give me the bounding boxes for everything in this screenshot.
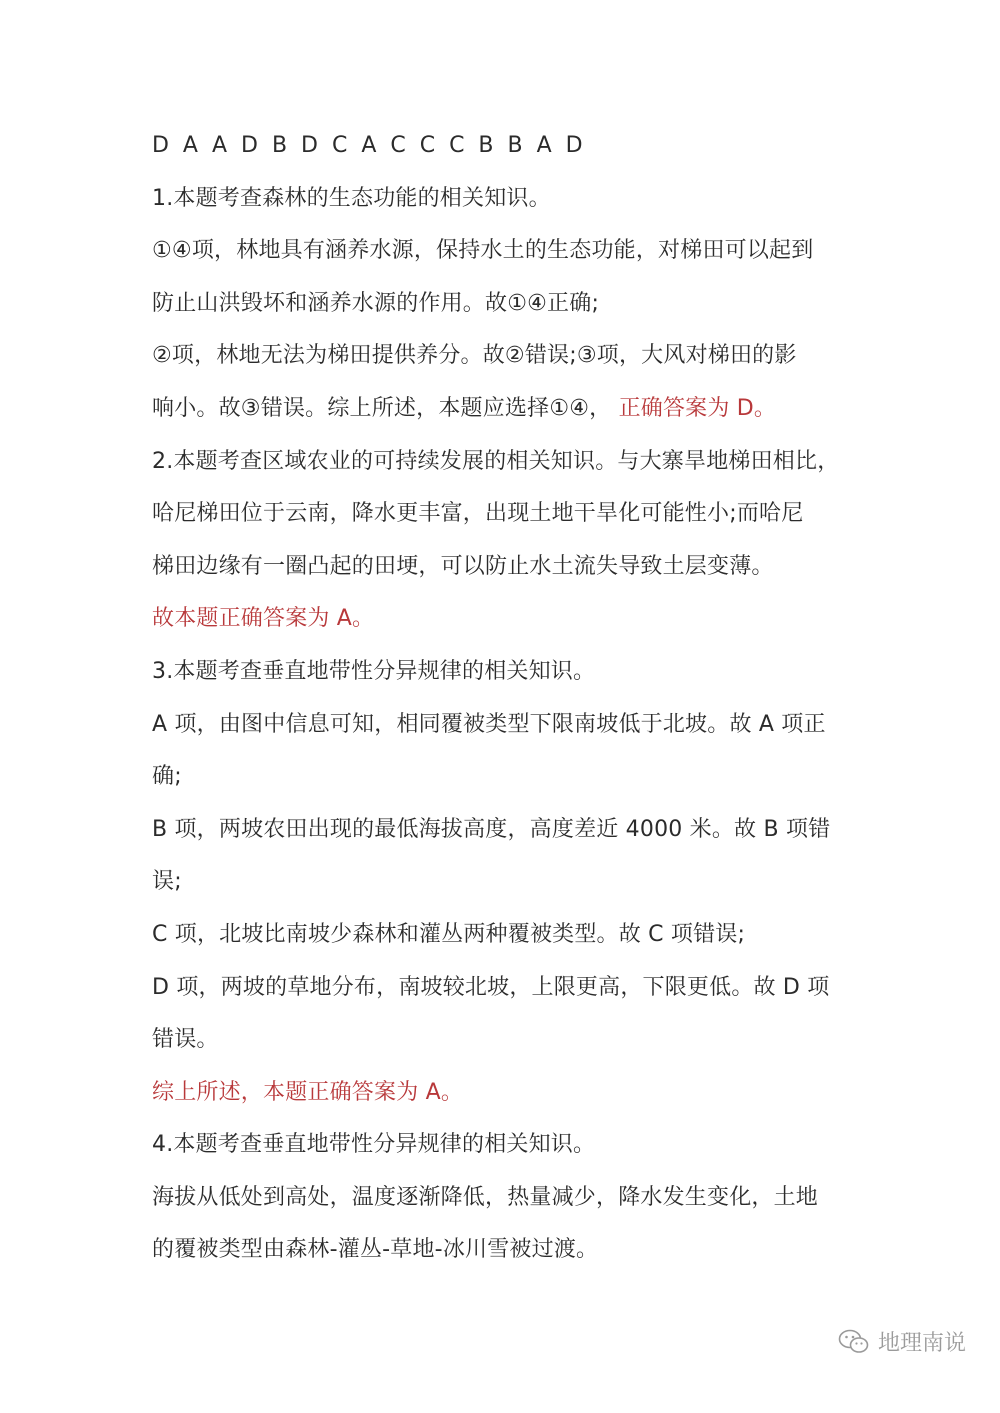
text-line-content: 确; [152, 764, 182, 790]
text-line-content: 的覆被类型由森林-灌丛-草地-冰川雪被过渡。 [152, 1237, 599, 1263]
text-line [152, 488, 872, 541]
text-line-content: 防止山洪毁坏和涵养水源的作用。故①④正确; [152, 290, 600, 316]
text-line [152, 330, 872, 383]
text-line [152, 541, 872, 594]
text-line-content: ②项，林地无法为梯田提供养分。故②错误;③项，大风对梯田的影 [152, 343, 797, 369]
text-line [152, 1014, 872, 1067]
text-line-content: 1.本题考查森林的生态功能的相关知识。 [152, 185, 551, 211]
watermark-label: 地理南说 [877, 1331, 966, 1356]
text-line [152, 699, 872, 752]
text-line-content: 梯田边缘有一圈凸起的田埂，可以防止水土流失导致土层变薄。 [152, 553, 774, 579]
text-line-content: D 项，两坡的草地分布，南坡较北坡，上限更高，下限更低。故 D 项 [152, 974, 830, 1000]
text-line-content: 综上所述，本题正确答案为 A。 [152, 1079, 464, 1105]
text-line [152, 225, 872, 278]
text-line [152, 751, 872, 804]
text-line [152, 1224, 872, 1277]
text-line [152, 909, 872, 962]
text-line-content: 误; [152, 869, 182, 895]
text-line [152, 1172, 872, 1225]
document-body [152, 120, 872, 1277]
explanation-lines [152, 173, 872, 1277]
text-line-content: 错误。 [152, 1027, 219, 1053]
text-line-content: 海拔从低处到高处，温度逐渐降低，热量减少，降水发生变化，土地 [152, 1184, 819, 1210]
text-line-content: A 项，由图中信息可知，相同覆被类型下限南坡低于北坡。故 A 项正 [152, 711, 826, 737]
text-line [152, 1067, 872, 1120]
text-line [152, 646, 872, 699]
text-line [152, 278, 872, 331]
text-line-content: 2.本题考查区域农业的可持续发展的相关知识。与大寨旱地梯田相比， [152, 448, 840, 474]
text-line-content: 4.本题考查垂直地带性分异规律的相关知识。 [152, 1132, 596, 1158]
watermark [838, 1326, 966, 1357]
wechat-icon [838, 1328, 870, 1356]
text-line [152, 436, 872, 489]
text-line [152, 804, 872, 857]
text-line-content: 故本题正确答案为 A。 [152, 606, 375, 632]
text-line [152, 383, 872, 436]
answer-highlight: 正确答案为 D。 [618, 395, 777, 421]
text-line [152, 962, 872, 1015]
text-line-content: 响小。故③错误。综上所述，本题应选择①④， [152, 395, 612, 421]
text-line-content: 3.本题考查垂直地带性分异规律的相关知识。 [152, 658, 596, 684]
text-line-content: B 项，两坡农田出现的最低海拔高度，高度差近 4000 米。故 B 项错 [152, 816, 831, 842]
text-line [152, 593, 872, 646]
text-line-content: C 项，北坡比南坡少森林和灌丛两种覆被类型。故 C 项错误; [152, 921, 746, 947]
answer-key-line: D A A D B D C A C C C B B A D [152, 133, 587, 158]
text-line [152, 1119, 872, 1172]
text-line [152, 856, 872, 909]
text-line-content: ①④项，林地具有涵养水源，保持水土的生态功能，对梯田可以起到 [152, 238, 814, 264]
text-line-content: 哈尼梯田位于云南，降水更丰富，出现土地干旱化可能性小;而哈尼 [152, 501, 804, 527]
text-line [152, 173, 872, 226]
